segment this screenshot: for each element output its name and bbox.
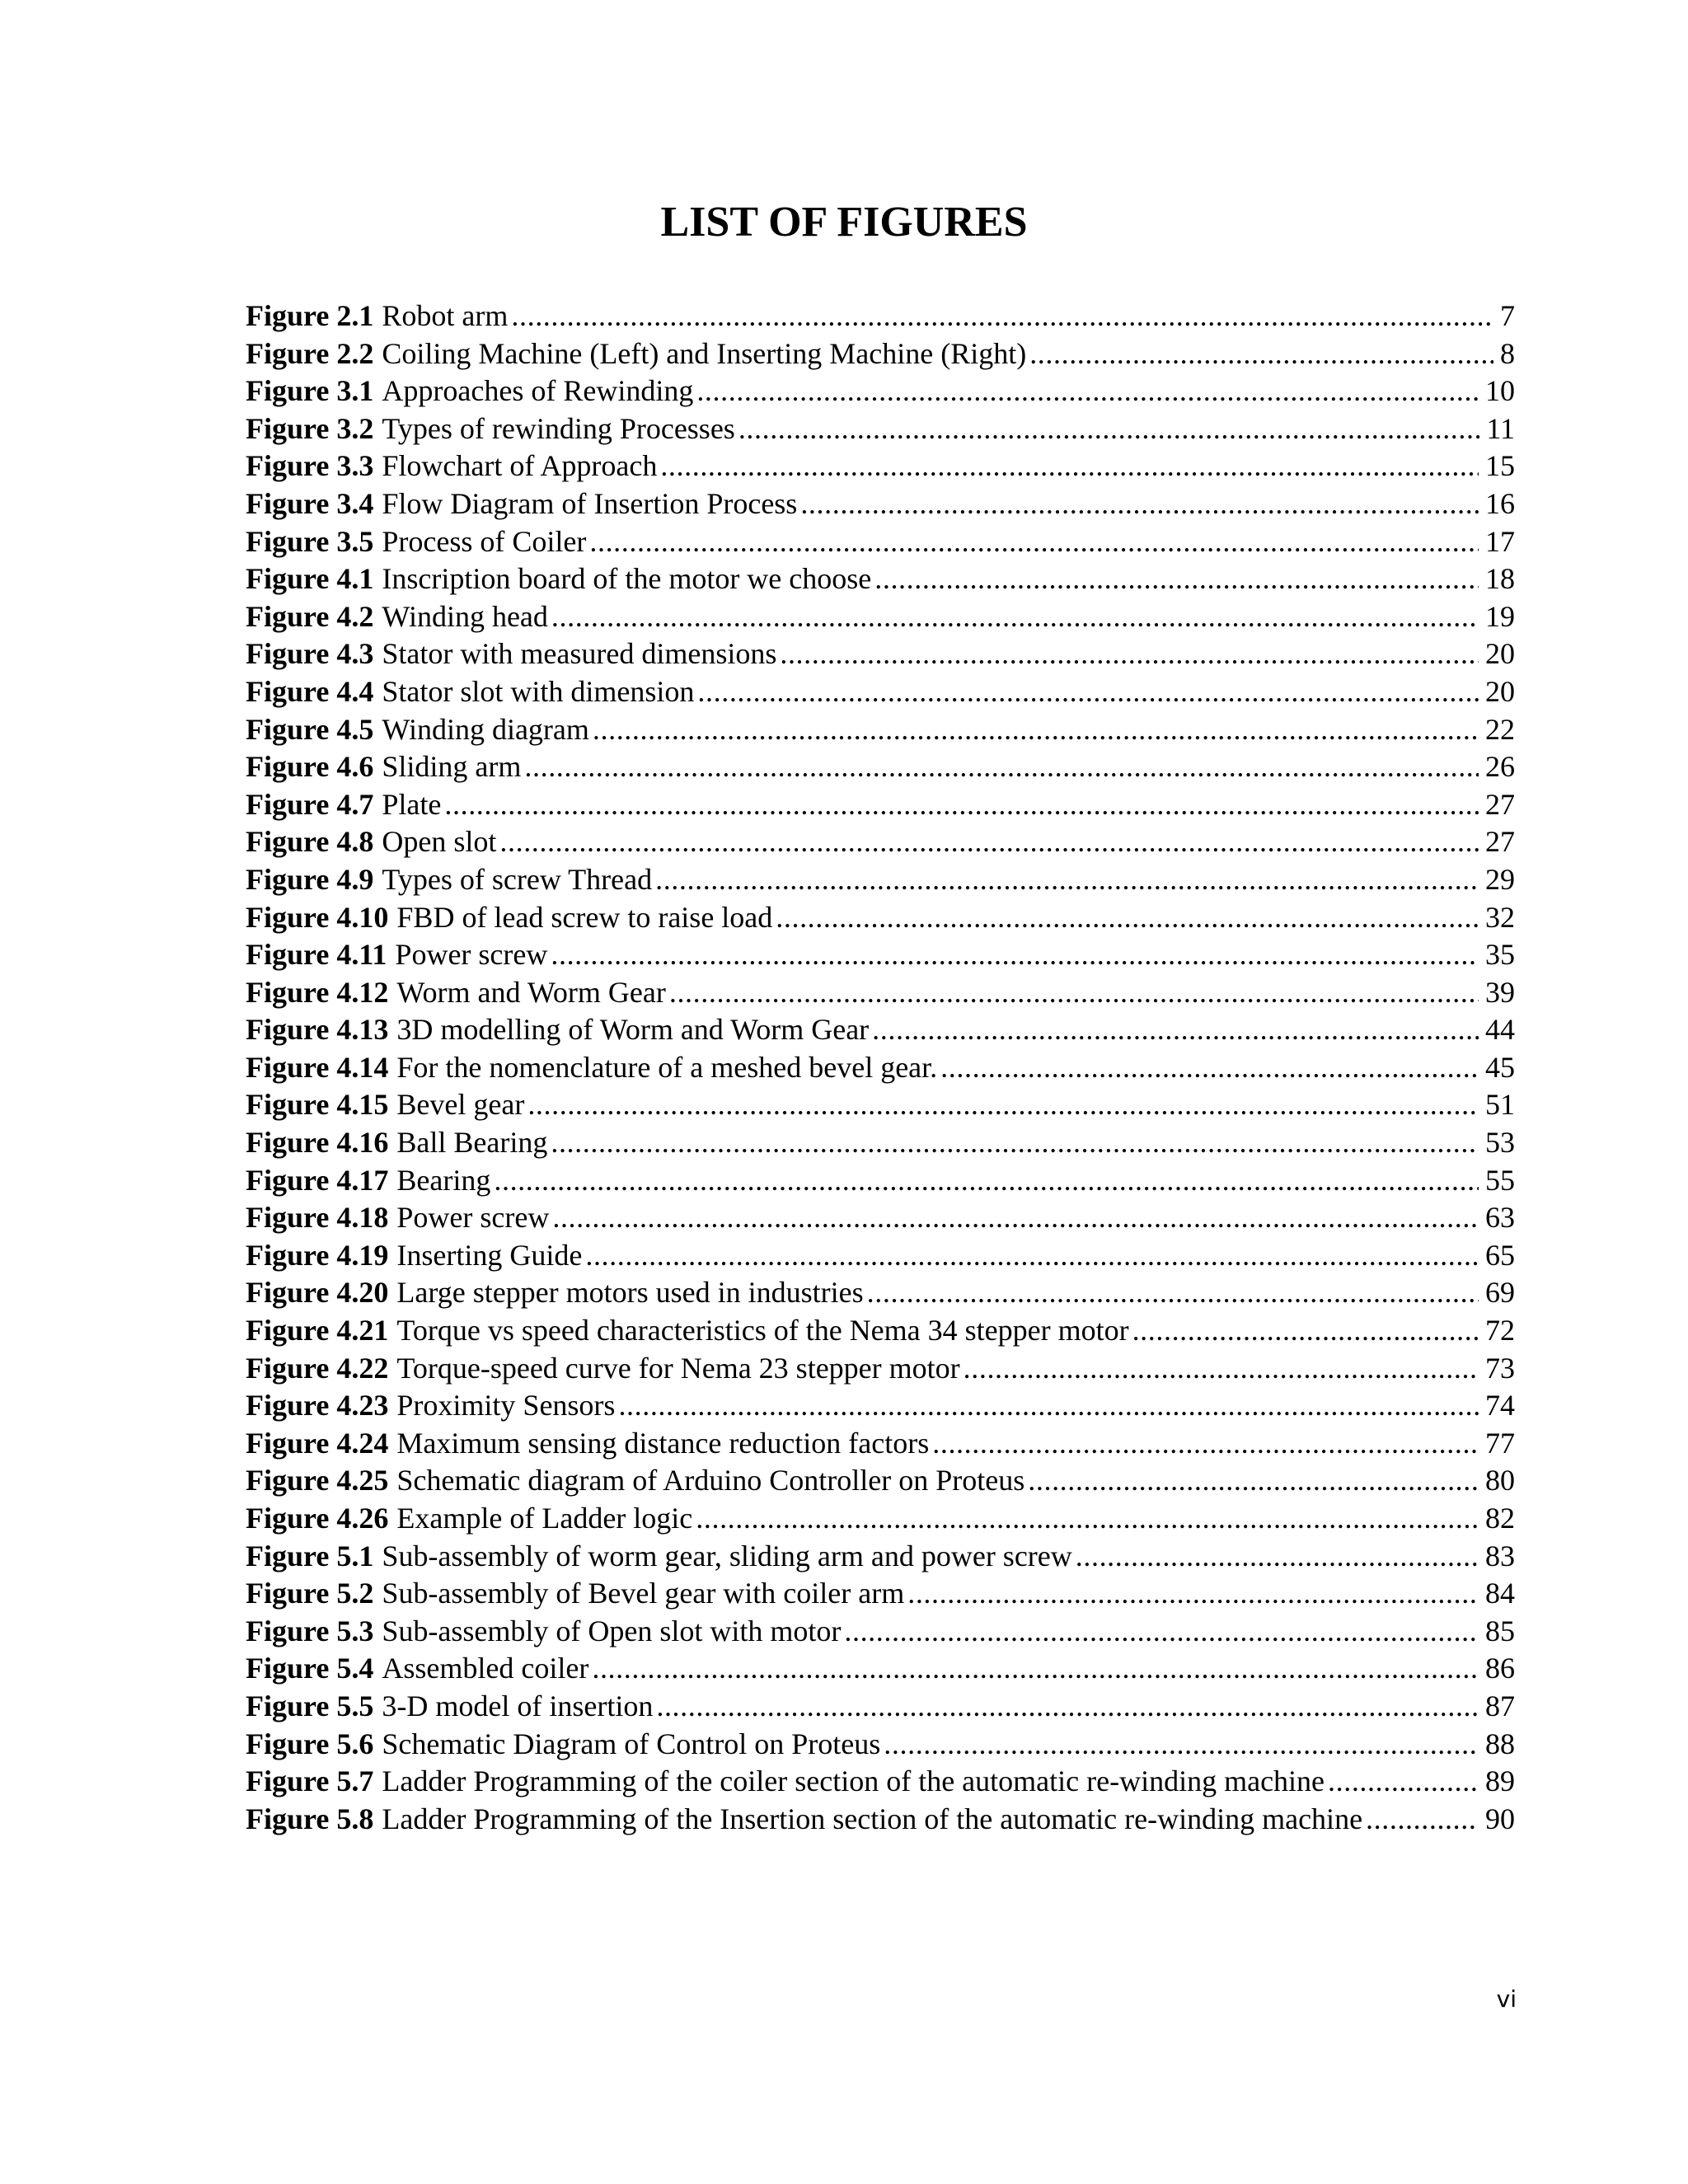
figure-page-number: 7	[1500, 299, 1515, 332]
figure-title: Stator slot with dimension	[382, 674, 695, 708]
dot-leader	[696, 373, 1479, 410]
figure-title: Inserting Guide	[396, 1238, 583, 1272]
figure-page-number: 44	[1485, 1013, 1515, 1047]
dot-leader	[655, 861, 1479, 899]
figure-title: Example of Ladder logic	[396, 1502, 693, 1535]
figure-number: Figure 3.2	[246, 411, 374, 445]
figure-page-number: 39	[1485, 975, 1515, 1009]
figure-number: Figure 2.1	[246, 299, 374, 332]
toc-entry	[246, 1312, 1515, 1350]
dot-leader	[592, 1650, 1479, 1688]
dot-leader	[656, 1688, 1479, 1726]
figure-page-number: 32	[1485, 900, 1515, 934]
toc-entry	[246, 598, 1515, 636]
figure-title: Stator with measured dimensions	[382, 637, 777, 671]
figure-number: Figure 4.2	[246, 599, 374, 633]
figure-page-number: 8	[1500, 336, 1515, 370]
figure-page-number: 73	[1485, 1351, 1515, 1385]
dot-leader	[499, 823, 1479, 861]
figure-number: Figure 5.8	[246, 1802, 374, 1835]
figure-title: Open slot	[382, 825, 497, 859]
figure-number: Figure 4.15	[246, 1088, 389, 1122]
dot-leader	[669, 974, 1479, 1012]
dot-leader	[551, 598, 1479, 636]
figure-number: Figure 5.7	[246, 1765, 374, 1798]
toc-entry	[246, 711, 1515, 749]
figure-number: Figure 3.3	[246, 449, 374, 483]
toc-entry	[246, 1500, 1515, 1538]
figure-number: Figure 4.14	[246, 1050, 389, 1084]
toc-entry	[246, 1387, 1515, 1425]
toc-entry	[246, 335, 1515, 373]
toc-entry	[246, 1124, 1515, 1162]
dot-leader	[618, 1387, 1479, 1425]
toc-entry	[246, 899, 1515, 937]
figure-number: Figure 4.24	[246, 1426, 389, 1460]
figure-page-number: 17	[1485, 524, 1515, 558]
figure-number: Figure 4.4	[246, 674, 374, 708]
figure-title: Coiling Machine (Left) and Inserting Machine (Right)	[382, 336, 1027, 370]
figure-page-number: 29	[1485, 862, 1515, 896]
dot-leader	[800, 485, 1479, 523]
toc-entry	[246, 485, 1515, 523]
toc-entry	[246, 298, 1515, 335]
figure-title: 3D modelling of Worm and Worm Gear	[396, 1013, 870, 1047]
dot-leader	[1366, 1801, 1479, 1839]
figure-page-number: 27	[1485, 787, 1515, 821]
figure-number: Figure 4.12	[246, 975, 389, 1009]
figure-title: Large stepper motors used in industries	[396, 1276, 864, 1310]
figure-page-number: 84	[1485, 1577, 1515, 1610]
figure-number: Figure 5.3	[246, 1614, 374, 1647]
toc-entry	[246, 1462, 1515, 1500]
figure-title: Torque-speed curve for Nema 23 stepper motor	[396, 1351, 960, 1385]
figure-number: Figure 4.7	[246, 787, 374, 821]
page-title: LIST OF FIGURES	[660, 199, 1028, 246]
dot-leader	[528, 1086, 1479, 1124]
figure-number: Figure 5.6	[246, 1727, 374, 1760]
figure-title: Winding head	[382, 599, 548, 633]
figure-title: Types of rewinding Processes	[382, 411, 735, 445]
figure-number: Figure 4.1	[246, 562, 374, 596]
toc-entry	[246, 1049, 1515, 1087]
dot-leader	[940, 1049, 1479, 1087]
dot-leader	[660, 448, 1479, 485]
figure-title: Ladder Programming of the Insertion section of the automatic re-winding machine	[382, 1802, 1363, 1835]
figure-page-number: 20	[1485, 637, 1515, 671]
dot-leader	[551, 936, 1479, 974]
figure-title: Sub-assembly of worm gear, sliding arm and power screw	[382, 1539, 1072, 1572]
toc-entry	[246, 523, 1515, 561]
dot-leader	[511, 298, 1493, 335]
figure-page-number: 86	[1485, 1652, 1515, 1685]
figure-number: Figure 4.18	[246, 1201, 389, 1235]
figure-page-number: 85	[1485, 1614, 1515, 1647]
figure-number: Figure 5.5	[246, 1689, 374, 1722]
toc-entry	[246, 673, 1515, 711]
figure-number: Figure 4.22	[246, 1351, 389, 1385]
figure-page-number: 83	[1485, 1539, 1515, 1572]
figure-title: Winding diagram	[382, 712, 589, 746]
toc-entry	[246, 1350, 1515, 1388]
dot-leader	[907, 1575, 1479, 1613]
figure-title: Plate	[382, 787, 442, 821]
figure-number: Figure 3.5	[246, 524, 374, 558]
toc-entry	[246, 1086, 1515, 1124]
list-of-figures	[246, 298, 1515, 1838]
dot-leader	[780, 635, 1479, 673]
toc-entry	[246, 1650, 1515, 1688]
toc-entry	[246, 1011, 1515, 1049]
figure-number: Figure 4.8	[246, 825, 374, 859]
dot-leader	[738, 410, 1480, 448]
figure-page-number: 80	[1485, 1464, 1515, 1497]
figure-number: Figure 4.20	[246, 1276, 389, 1310]
figure-number: Figure 4.9	[246, 862, 374, 896]
figure-title: Sub-assembly of Bevel gear with coiler arm	[382, 1577, 905, 1610]
figure-number: Figure 4.21	[246, 1314, 389, 1347]
figure-page-number: 72	[1485, 1314, 1515, 1347]
dot-leader	[444, 786, 1479, 824]
figure-title: Power screw	[395, 938, 548, 972]
dot-leader	[552, 1199, 1479, 1237]
toc-entry	[246, 373, 1515, 410]
figure-number: Figure 4.3	[246, 637, 374, 671]
figure-title: Proximity Sensors	[396, 1389, 616, 1422]
figure-page-number: 51	[1485, 1088, 1515, 1122]
toc-entry	[246, 786, 1515, 824]
figure-title: Flow Diagram of Insertion Process	[382, 486, 798, 520]
figure-number: Figure 3.1	[246, 374, 374, 408]
dot-leader	[589, 523, 1479, 561]
figure-title: 3-D model of insertion	[382, 1689, 654, 1722]
figure-number: Figure 4.23	[246, 1389, 389, 1422]
figure-number: Figure 5.2	[246, 1577, 374, 1610]
figure-page-number: 74	[1485, 1389, 1515, 1422]
figure-title: Sub-assembly of Open slot with motor	[382, 1614, 842, 1647]
figure-title: Flowchart of Approach	[382, 449, 658, 483]
figure-number: Figure 5.4	[246, 1652, 374, 1685]
toc-entry	[246, 936, 1515, 974]
figure-title: Torque vs speed characteristics of the Nema 34 stepper motor	[396, 1314, 1129, 1347]
dot-leader	[585, 1237, 1479, 1275]
figure-page-number: 19	[1485, 599, 1515, 633]
figure-page-number: 27	[1485, 825, 1515, 859]
figure-title: FBD of lead screw to raise load	[396, 900, 773, 934]
dot-leader	[696, 1500, 1479, 1538]
figure-page-number: 82	[1485, 1502, 1515, 1535]
dot-leader	[524, 748, 1479, 786]
figure-number: Figure 5.1	[246, 1539, 374, 1572]
dot-leader	[551, 1124, 1479, 1162]
figure-page-number: 20	[1485, 674, 1515, 708]
figure-title: For the nomenclature of a meshed bevel gear.	[396, 1050, 938, 1084]
figure-number: Figure 4.16	[246, 1126, 389, 1160]
figure-number: Figure 4.11	[246, 938, 387, 972]
toc-entry	[246, 861, 1515, 899]
dot-leader	[1328, 1763, 1479, 1801]
dot-leader	[1028, 1462, 1479, 1500]
figure-page-number: 88	[1485, 1727, 1515, 1760]
figure-page-number: 18	[1485, 562, 1515, 596]
dot-leader	[964, 1350, 1479, 1388]
figure-title: Inscription board of the motor we choose	[382, 562, 872, 596]
dot-leader	[1076, 1538, 1479, 1576]
figure-title: Schematic diagram of Arduino Controller on Proteus	[396, 1464, 1025, 1497]
toc-entry	[246, 448, 1515, 485]
toc-entry	[246, 748, 1515, 786]
figure-title: Worm and Worm Gear	[396, 975, 666, 1009]
figure-page-number: 63	[1485, 1201, 1515, 1235]
toc-entry	[246, 1237, 1515, 1275]
toc-entry	[246, 1274, 1515, 1312]
toc-entry	[246, 1613, 1515, 1651]
figure-title: Robot arm	[382, 299, 509, 332]
figure-page-number: 55	[1485, 1163, 1515, 1197]
toc-entry	[246, 1538, 1515, 1576]
dot-leader	[1132, 1312, 1479, 1350]
figure-number: Figure 4.10	[246, 900, 389, 934]
figure-page-number: 69	[1485, 1276, 1515, 1310]
dot-leader	[867, 1274, 1479, 1312]
figure-number: Figure 4.25	[246, 1464, 389, 1497]
figure-number: Figure 4.17	[246, 1163, 389, 1197]
dot-leader	[697, 673, 1479, 711]
figure-page-number: 65	[1485, 1238, 1515, 1272]
dot-leader	[494, 1162, 1479, 1200]
figure-page-number: 89	[1485, 1765, 1515, 1798]
figure-title: Types of screw Thread	[382, 862, 653, 896]
figure-page-number: 26	[1485, 750, 1515, 784]
figure-title: Maximum sensing distance reduction factors	[396, 1426, 930, 1460]
figure-title: Bearing	[396, 1163, 491, 1197]
figure-page-number: 16	[1485, 486, 1515, 520]
figure-page-number: 35	[1485, 938, 1515, 972]
toc-entry	[246, 1575, 1515, 1613]
figure-title: Schematic Diagram of Control on Proteus	[382, 1727, 881, 1760]
dot-leader	[844, 1613, 1479, 1651]
figure-title: Approaches of Rewinding	[382, 374, 694, 408]
figure-number: Figure 4.6	[246, 750, 374, 784]
figure-title: Ladder Programming of the coiler section of the automatic re-winding machine	[382, 1765, 1325, 1798]
figure-page-number: 11	[1486, 411, 1515, 445]
toc-entry	[246, 1763, 1515, 1801]
figure-number: Figure 2.2	[246, 336, 374, 370]
toc-entry	[246, 1726, 1515, 1764]
figure-number: Figure 4.26	[246, 1502, 389, 1535]
toc-entry	[246, 560, 1515, 598]
dot-leader	[884, 1726, 1479, 1764]
toc-entry	[246, 635, 1515, 673]
figure-page-number: 53	[1485, 1126, 1515, 1160]
figure-number: Figure 3.4	[246, 486, 374, 520]
figure-title: Assembled coiler	[382, 1652, 589, 1685]
toc-entry	[246, 1801, 1515, 1839]
dot-leader	[593, 711, 1479, 749]
toc-entry	[246, 1162, 1515, 1200]
toc-entry	[246, 410, 1515, 448]
figure-title: Bevel gear	[396, 1088, 525, 1122]
toc-entry	[246, 974, 1515, 1012]
figure-number: Figure 4.5	[246, 712, 374, 746]
figure-title: Power screw	[396, 1201, 550, 1235]
dot-leader	[874, 560, 1479, 598]
dot-leader	[776, 899, 1479, 937]
toc-entry	[246, 1425, 1515, 1463]
toc-entry	[246, 823, 1515, 861]
toc-entry	[246, 1688, 1515, 1726]
dot-leader	[932, 1425, 1479, 1463]
figure-page-number: 90	[1485, 1802, 1515, 1835]
figure-page-number: 22	[1485, 712, 1515, 746]
figure-page-number: 10	[1485, 374, 1515, 408]
figure-page-number: 87	[1485, 1689, 1515, 1722]
page-number: vi	[1496, 1985, 1517, 2013]
figure-page-number: 15	[1485, 449, 1515, 483]
figure-page-number: 45	[1485, 1050, 1515, 1084]
figure-title: Process of Coiler	[382, 524, 587, 558]
figure-title: Ball Bearing	[396, 1126, 548, 1160]
figure-title: Sliding arm	[382, 750, 522, 784]
figure-page-number: 77	[1485, 1426, 1515, 1460]
toc-entry	[246, 1199, 1515, 1237]
figure-number: Figure 4.13	[246, 1013, 389, 1047]
dot-leader	[1029, 335, 1493, 373]
dot-leader	[872, 1011, 1479, 1049]
figure-number: Figure 4.19	[246, 1238, 389, 1272]
